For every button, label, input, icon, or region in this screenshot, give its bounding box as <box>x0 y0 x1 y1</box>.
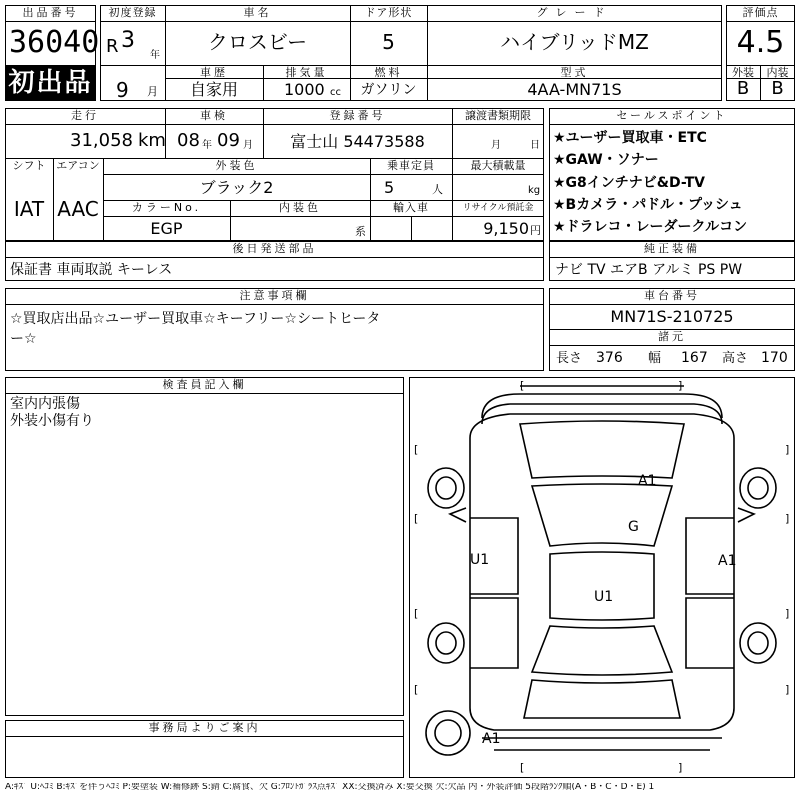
reg-number-label: 登録番号 <box>329 109 386 122</box>
car-outline-diagram <box>410 378 794 777</box>
displacement: 1000 <box>284 80 325 99</box>
spec-label: 諸元 <box>658 330 686 343</box>
exterior-color: ブラック2 <box>199 178 274 197</box>
history: 自家用 <box>189 80 238 99</box>
score: 4.5 <box>736 25 785 60</box>
damage-mark-roof: U1 <box>594 589 614 605</box>
recycle-deposit: 9,150 <box>483 219 529 238</box>
recycle-unit: 円 <box>530 224 541 237</box>
damage-mark-windshield: G <box>628 519 639 535</box>
door-label: ドア形状 <box>364 6 413 19</box>
model-code: 4AA-MN71S <box>527 80 622 99</box>
shift-label: シフト <box>12 159 46 172</box>
damage-mark-hood: A1 <box>638 473 657 489</box>
bracket: [ <box>520 379 525 392</box>
car-name: クロスビー <box>207 30 308 54</box>
transfer-deadline-label: 譲渡書類期限 <box>465 109 531 122</box>
lot-number-label: 出品番号 <box>22 6 79 19</box>
lot-number: 36040 <box>9 25 100 60</box>
inspector-note-1: 室内内張傷 <box>10 396 80 412</box>
bracket: ] <box>785 607 790 620</box>
chassis-number-label: 車台番号 <box>644 289 700 302</box>
first-reg-label: 初度登録 <box>108 6 157 19</box>
inspector-label: 検査員記入欄 <box>162 378 247 391</box>
displacement-unit: cc <box>330 87 341 98</box>
bracket: ] <box>785 683 790 696</box>
damage-diagram <box>409 377 795 778</box>
interior-color-label: 内装色 <box>279 201 321 214</box>
ac-label: エアコン <box>56 159 100 172</box>
grade-label: グレード <box>536 6 613 19</box>
damage-mark-spare: A1 <box>482 731 501 747</box>
first-reg-year: 3 <box>121 28 135 53</box>
era: R <box>106 36 119 57</box>
interior-color-unit: 系 <box>355 225 366 238</box>
score-label: 評価点 <box>742 6 779 19</box>
capacity: 5 <box>384 178 395 197</box>
mileage-unit: km <box>138 130 166 151</box>
capacity-label: 乗車定員 <box>387 159 435 172</box>
notes-label: 注意事項欄 <box>239 289 310 302</box>
bracket: [ <box>414 607 419 620</box>
car-name-label: 車名 <box>243 6 272 19</box>
sales-point: ★GAW・ソナー <box>553 152 659 168</box>
sales-point: ★Bカメラ・パドル・プッシュ <box>553 197 743 213</box>
displacement-label: 排気量 <box>285 66 328 79</box>
later-parts: 保証書 車両取説 キーレス <box>10 262 173 278</box>
height-label: 高さ <box>722 351 749 366</box>
inspection-year: 08 <box>177 130 200 151</box>
shift: IAT <box>13 197 45 221</box>
inspector-note-2: 外装小傷有り <box>10 413 94 429</box>
model-label: 型式 <box>560 66 589 79</box>
transfer-day: 日 <box>530 140 540 151</box>
chassis-number: MN71S-210725 <box>610 307 734 326</box>
import-label: 輸入車 <box>393 201 429 214</box>
interior-grade-label: 内装 <box>766 66 789 79</box>
air-conditioner: AAC <box>57 197 99 221</box>
damage-mark-left: U1 <box>470 552 490 568</box>
year-unit: 年 <box>150 50 160 61</box>
mileage-label: 走行 <box>71 109 99 122</box>
bracket: [ <box>414 683 419 696</box>
bracket: [ <box>414 443 419 456</box>
bracket: ] <box>678 379 683 392</box>
sales-point: ★G8インチナビ&D-TV <box>553 175 706 191</box>
sales-point: ★ドラレコ・レーダークルコン <box>553 219 748 235</box>
equipment: ナビ TV エアB アルミ PS PW <box>555 262 743 278</box>
office-info-label: 事務局よりご案内 <box>148 721 261 734</box>
color-number: EGP <box>150 219 183 238</box>
first-listing-badge: 初出品 <box>8 68 93 98</box>
width: 167 <box>681 350 708 366</box>
bracket: [ <box>414 512 419 525</box>
height: 170 <box>761 350 788 366</box>
bracket: ] <box>785 512 790 525</box>
legend: A:ｷｽﾞ U:ﾍｺﾐ B:ｷｽﾞを伴うﾍｺﾐ P:要塗装 W:補修跡 S:錆 C:腐食、欠 G:ﾌﾛﾝﾄｶﾞﾗｽ点ｷｽﾞ XX:交換済み X:要交換 欠:欠品 内・外装評価 5段階ﾗﾝｸ順(A・B・C・D・E) 1 <box>5 783 655 792</box>
width-label: 幅 <box>648 351 662 366</box>
fuel: ガソリン <box>360 82 417 98</box>
max-load-unit: kg <box>528 185 541 196</box>
exterior-grade: B <box>736 78 750 99</box>
grade: ハイブリッドMZ <box>500 30 649 54</box>
capacity-unit: 人 <box>432 183 443 196</box>
interior-grade: B <box>771 78 784 99</box>
length-label: 長さ <box>556 351 583 366</box>
recycle-deposit-label: リサイクル預託金 <box>462 203 534 213</box>
damage-mark-right: A1 <box>718 553 737 569</box>
mileage: 31,058 <box>70 130 133 151</box>
transfer-month: 月 <box>491 140 501 151</box>
length: 376 <box>596 350 623 366</box>
notes-line-1: ☆買取店出品☆ユーザー買取車☆キーフリー☆シートヒータ <box>10 311 381 327</box>
reg-number: 富士山 54473588 <box>290 132 425 151</box>
exterior-grade-label: 外装 <box>732 66 754 79</box>
door-type: 5 <box>382 30 395 54</box>
sales-point: ★ユーザー買取車・ETC <box>553 130 707 146</box>
color-no-label: カラーNo. <box>131 201 202 214</box>
inspection-month: 09 <box>217 130 240 151</box>
later-parts-label: 後日発送部品 <box>232 242 317 255</box>
notes-line-2: ー☆ <box>10 331 37 347</box>
fuel-label: 燃料 <box>374 66 403 79</box>
bracket: ] <box>785 443 790 456</box>
inspection-month-unit: 月 <box>243 140 253 151</box>
inspection-year-unit: 年 <box>202 140 212 151</box>
month-unit: 月 <box>147 85 158 98</box>
inspection-label: 車検 <box>200 109 228 122</box>
max-load-label: 最大積載量 <box>470 159 526 172</box>
exterior-color-label: 外装色 <box>215 159 258 172</box>
bracket: [ <box>520 761 525 774</box>
history-label: 車歴 <box>200 66 228 79</box>
sales-points-label: セールスポイント <box>616 109 728 122</box>
equipment-label: 純正装備 <box>644 242 700 255</box>
first-reg-month: 9 <box>116 78 129 102</box>
bracket: ] <box>678 761 683 774</box>
